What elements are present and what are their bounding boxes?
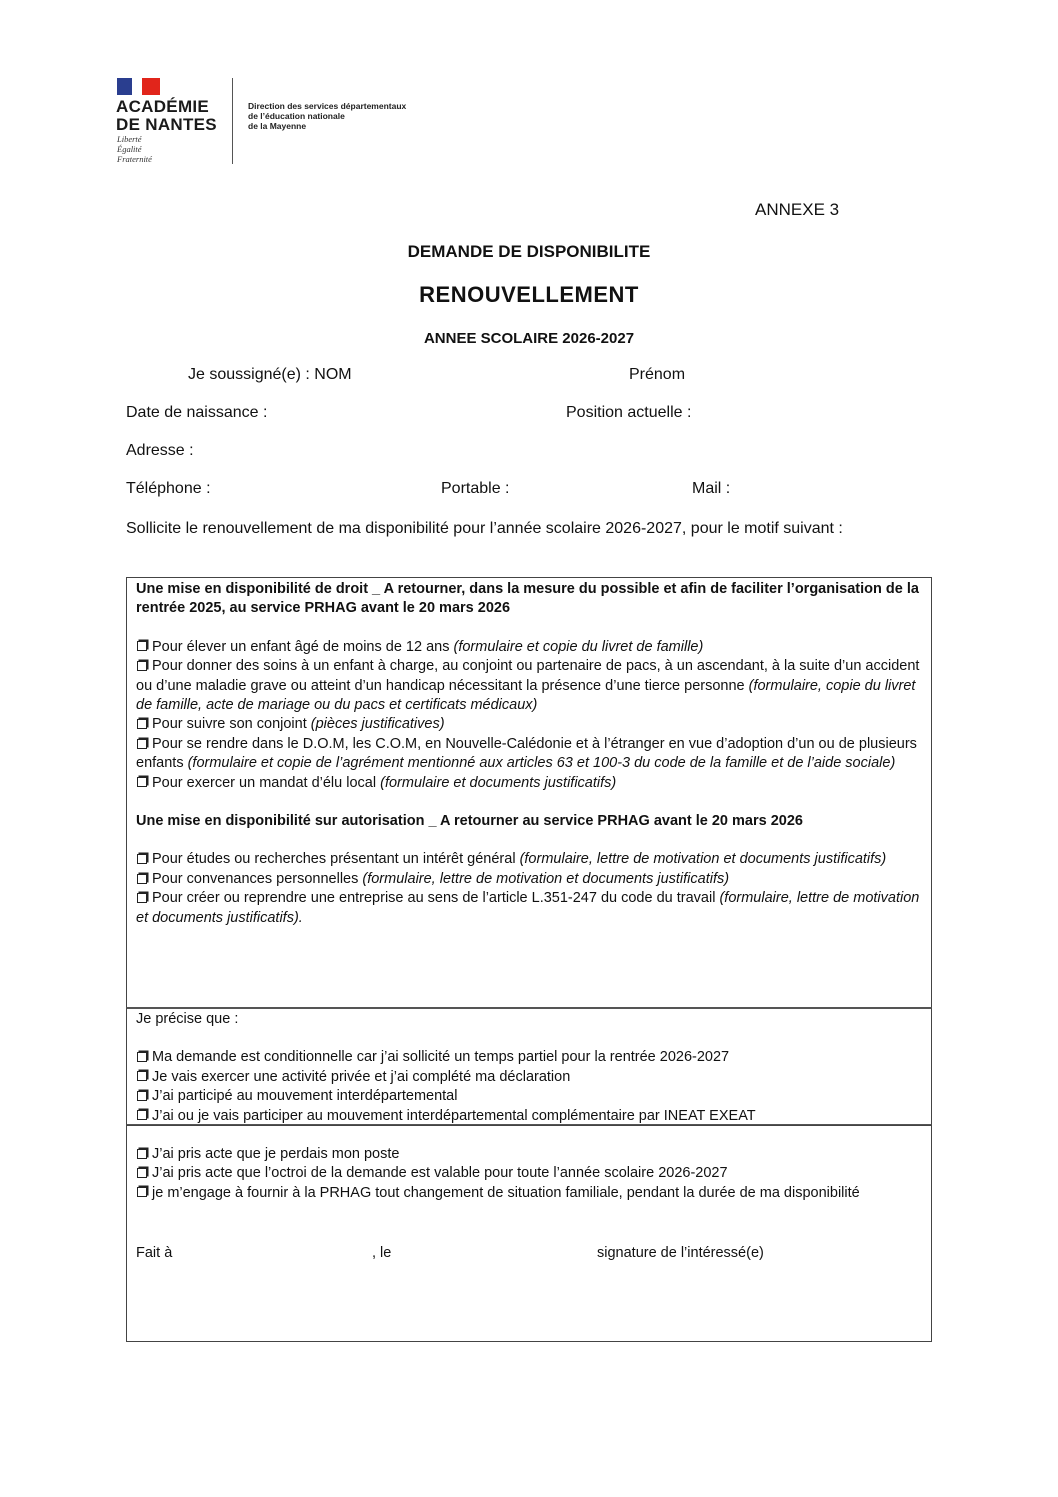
field-position[interactable]: Position actuelle : bbox=[566, 404, 692, 421]
checkbox-icon[interactable] bbox=[137, 1149, 147, 1159]
option-text: J’ai pris acte que je perdais mon poste bbox=[152, 1146, 400, 1162]
devise-liberte: Liberté bbox=[117, 134, 142, 144]
option-note: (formulaire et documents justificatifs) bbox=[380, 774, 617, 791]
direction-line-3: de la Mayenne bbox=[248, 121, 307, 131]
option-note: (formulaire et copie de l’agrément mentionné aux articles 63 et 100-3 du code de la famille et de l’aide sociale) bbox=[187, 755, 896, 772]
intro-text: Sollicite le renouvellement de ma disponibilité pour l’année scolaire 2026-2027, pour le motif suivant : bbox=[126, 520, 843, 537]
direction-label bbox=[248, 101, 406, 131]
option-droit-2[interactable] bbox=[136, 657, 925, 715]
option-text: Pour créer ou reprendre une entreprise au sens de l’article L.351-247 du code du travail bbox=[152, 890, 720, 907]
checkbox-icon[interactable] bbox=[137, 661, 147, 671]
flag-white-band bbox=[132, 78, 142, 95]
section-precise-heading: Je précise que : bbox=[136, 1011, 239, 1027]
academie-line-2: DE NANTES bbox=[116, 115, 217, 134]
option-droit-1[interactable] bbox=[136, 638, 925, 657]
option-note: (pièces justificatives) bbox=[310, 716, 445, 733]
devise-egalite: Égalité bbox=[117, 144, 142, 154]
checkbox-icon[interactable] bbox=[137, 854, 147, 864]
checkbox-icon[interactable] bbox=[137, 893, 147, 903]
field-portable[interactable]: Portable : bbox=[441, 480, 510, 497]
option-note: (formulaire, lettre de motivation et documents justificatifs) bbox=[362, 870, 730, 887]
annexe-label: ANNEXE 3 bbox=[755, 200, 840, 219]
logo-divider bbox=[232, 78, 233, 164]
option-note: (formulaire, copie du livret de famille, acte de mariage ou du pacs et certificats médicaux) bbox=[136, 677, 916, 714]
option-precise-3[interactable] bbox=[136, 1087, 925, 1106]
academie-name bbox=[116, 98, 217, 134]
section-engagement bbox=[126, 1125, 932, 1342]
school-year: ANNEE SCOLAIRE 2026-2027 bbox=[423, 330, 635, 347]
checkbox-icon[interactable] bbox=[137, 1110, 147, 1120]
section-droit-heading: Une mise en disponibilité de droit _ A retourner, dans la mesure du possible et afin de faciliter l’organisation de la rentrée 2025, au service PRHAG avant le 20 mars 2026 bbox=[136, 581, 919, 617]
field-prenom[interactable]: Prénom bbox=[629, 366, 686, 383]
option-engagement-3[interactable] bbox=[136, 1184, 925, 1203]
option-text: J’ai pris acte que l’octroi de la demande est valable pour toute l’année scolaire 2026-2027 bbox=[152, 1165, 728, 1182]
field-telephone[interactable]: Téléphone : bbox=[126, 480, 211, 497]
flag-blue-band bbox=[117, 78, 132, 95]
option-note: (formulaire, lettre de motivation et documents justificatifs). bbox=[136, 890, 920, 926]
checkbox-icon[interactable] bbox=[137, 719, 147, 729]
checkbox-icon[interactable] bbox=[137, 1187, 147, 1197]
document-title: DEMANDE DE DISPONIBILITE bbox=[407, 242, 651, 261]
academie-line-1: ACADÉMIE bbox=[116, 97, 210, 116]
option-droit-5[interactable] bbox=[136, 774, 925, 793]
checkbox-icon[interactable] bbox=[137, 739, 147, 749]
option-text: Pour élever un enfant âgé de moins de 12 ans bbox=[152, 638, 454, 655]
option-text: Pour convenances personnelles bbox=[152, 870, 363, 887]
flag-red-band bbox=[142, 78, 160, 95]
checkbox-icon[interactable] bbox=[137, 777, 147, 787]
option-engagement-2[interactable] bbox=[136, 1164, 925, 1183]
option-text: Pour études ou recherches présentant un intérêt général bbox=[152, 851, 520, 868]
devise-fraternite: Fraternité bbox=[117, 154, 152, 164]
field-mail[interactable]: Mail : bbox=[692, 480, 731, 497]
devise bbox=[117, 134, 152, 164]
section-precisions bbox=[126, 1007, 932, 1126]
document-subtitle: RENOUVELLEMENT bbox=[419, 282, 639, 307]
checkbox-icon[interactable] bbox=[137, 1091, 147, 1101]
checkbox-icon[interactable] bbox=[137, 641, 147, 651]
option-text: Ma demande est conditionnelle car j’ai sollicité un temps partiel pour la rentrée 2026-2027 bbox=[152, 1049, 730, 1066]
option-text: je m’engage à fournir à la PRHAG tout changement de situation familiale, pendant la durée de ma disponibilité bbox=[152, 1184, 860, 1201]
option-text: J’ai participé au mouvement interdépartemental bbox=[152, 1088, 458, 1105]
field-adresse[interactable]: Adresse : bbox=[126, 442, 194, 459]
option-autorisation-1[interactable] bbox=[136, 850, 925, 869]
checkbox-icon[interactable] bbox=[137, 1071, 147, 1081]
option-precise-2[interactable] bbox=[136, 1068, 925, 1087]
option-text: Pour exercer un mandat d’élu local bbox=[152, 774, 381, 791]
option-precise-1[interactable] bbox=[136, 1048, 925, 1067]
option-droit-3[interactable] bbox=[136, 715, 925, 734]
option-text: J’ai ou je vais participer au mouvement interdépartemental complémentaire par INEAT EXEAT bbox=[152, 1107, 756, 1124]
checkbox-icon[interactable] bbox=[137, 874, 147, 884]
option-note: (formulaire, lettre de motivation et documents justificatifs) bbox=[519, 851, 887, 868]
option-text: Pour se rendre dans le D.O.M, les C.O.M, en Nouvelle-Calédonie et à l’étranger en vue d’adoption d’un ou de plusieurs enfants bbox=[136, 735, 917, 772]
signature-area[interactable] bbox=[136, 1266, 922, 1336]
option-text: Pour suivre son conjoint bbox=[152, 716, 311, 733]
option-engagement-1[interactable] bbox=[136, 1145, 925, 1164]
option-text: Je vais exercer une activité privée et j’ai complété ma déclaration bbox=[152, 1068, 571, 1085]
option-note: (formulaire et copie du livret de famille) bbox=[453, 638, 704, 655]
option-text: Pour donner des soins à un enfant à charge, au conjoint ou partenaire de pacs, à un ascendant, à la suite d’un accident ou d’une maladie grave ou atteint d’un handicap nécessitant la présence d’une tierce personne bbox=[136, 658, 920, 694]
section-autorisation-heading: Une mise en disponibilité sur autorisation _ A retourner au service PRHAG avant le 20 mars 2026 bbox=[136, 813, 803, 830]
field-date-le[interactable]: , le bbox=[372, 1245, 392, 1261]
direction-line-1: Direction des services départementaux bbox=[248, 101, 407, 111]
signature-label: signature de l’intéressé(e) bbox=[597, 1245, 764, 1261]
direction-line-2: de l’éducation nationale bbox=[248, 111, 345, 121]
option-droit-4[interactable] bbox=[136, 735, 925, 774]
section-motifs bbox=[126, 577, 932, 1008]
checkbox-icon[interactable] bbox=[137, 1052, 147, 1062]
field-nom[interactable]: Je soussigné(e) : NOM bbox=[188, 366, 352, 383]
republique-flag-icon bbox=[117, 78, 160, 95]
option-precise-4[interactable] bbox=[136, 1107, 925, 1126]
field-date-naissance[interactable]: Date de naissance : bbox=[126, 404, 268, 421]
field-fait-a[interactable]: Fait à bbox=[136, 1245, 173, 1261]
option-autorisation-3[interactable] bbox=[136, 889, 925, 928]
checkbox-icon[interactable] bbox=[137, 1168, 147, 1178]
option-autorisation-2[interactable] bbox=[136, 870, 925, 889]
